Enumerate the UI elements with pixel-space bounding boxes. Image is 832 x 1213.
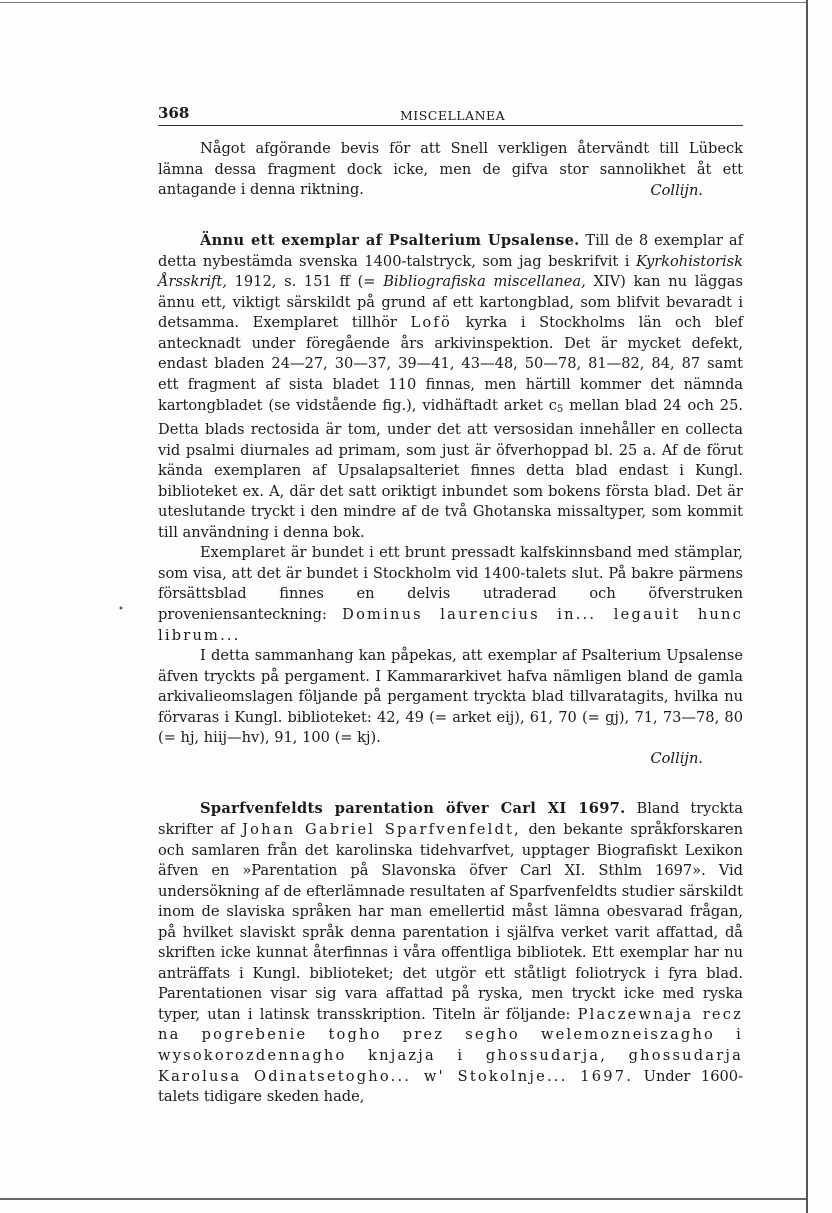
margin-mark: • <box>118 604 124 615</box>
paragraph-sparfvenfeldt: Sparfvenfeldts parentation öfver Carl XI 1697. Bland tryckta skrifter af Johan Gabriel Sparfvenfeldt, den bekante språkforskaren och samlaren från det karolinska tidehvarfvet, upptager Biografiskt Lexikon äfven en »Parentation på Slavonska öfver Carl XI. Sthlm 1697». Vid undersökning af de efterlämnade resultaten af Sparfvenfeldts studier särskildt inom de slaviska språken har man emellertid måst lämna obesvarad frågan, på hvilket slaviskt språk denna parentation i själfva verket varit affattad, då skriften icke kunnat återfinnas i våra offentliga bibliotek. Ett exemplar har nu anträffats i Kungl. biblioteket; det utgör ett ståtligt foliotryck i fyra blad. Parentationen visar sig vara affattad på ryska, men tryckt icke med ryska typer, utan i latinsk transskription. Titeln är följande: Placzewnaja recz na pogrebenie togho prez segho welemozneiszagho i wysokorozdennagho knjazja i ghossudarja, ghossudarja Karolusa Odinatsetogho... w' Stokolnje... 1697. Under 1600-talets tidigare skeden hade, <box>158 800 744 1106</box>
page-body <box>158 103 743 1108</box>
paragraph-snell: Något afgörande bevis för att Snell verkligen återvändt till Lübeck lämna dessa fragment dock icke, men de gifva stor sannolikhet åt ett antagande i denna riktning. <box>158 140 743 199</box>
article-heading-psalterium: Ännu ett exemplar af Psalterium Upsalense. <box>200 232 580 250</box>
author-name: Johan Gabriel Sparfvenfeldt, <box>242 820 521 838</box>
page-number: 368 <box>158 104 190 122</box>
page-bottom-edge <box>0 1198 806 1200</box>
work-title: Placzewnaja recz na pogrebenie togho prez segho welemozneiszagho i wysokorozdennagho knjazja i ghossudarja, ghossudarja Karolusa Odinatsetogho... w' Stokolnje... 1697. <box>158 1005 744 1085</box>
article-heading-sparfvenfeldt: Sparfvenfeldts parentation öfver Carl XI 1697. <box>200 800 626 818</box>
paragraph-psalterium: Ännu ett exemplar af Psalterium Upsalense. Till de 8 exemplar af detta nybestämda svenska 1400-talstryck, som jag beskrifvit i Kyrkohistorisk Årsskrift, 1912, s. 151 ff (= Bibliografiska miscellanea, XIV) kan nu läggas ännu ett, viktigt särskildt på grund af ett kartongblad, som blifvit bevaradt i detsamma. Exemplaret tillhör Lofö kyrka i Stockholms län och blef antecknadt under föregående års arkivinspektion. Det är mycket defekt, endast bladen 24—27, 30—37, 39—41, 43—48, 50—78, 81—82, 84, 87 samt ett fragment af sista bladet 110 finnas, men härtill kommer det nämnda kartongbladet (se vidstående fig.), vidhäftadt arket $c_5$ mellan blad 24 och 25. Detta blads rectosida är tom, under det att versosidan innehåller en collecta vid psalmi diurnales ad primam, som just är öfverhoppad bl. 25 a. Af de förut kända exemplaren af Upsalapsalteriet finnes detta blad endast i Kungl. biblioteket ex. A, där det satt oriktigt inbundet som bokens första blad. Det är uteslutande tryckt i den mindre af de två Ghotanska missaltyper, som kommit till användning i denna bok. <box>158 232 744 541</box>
signature-collijn-2: Collijn. <box>650 749 703 767</box>
page-top-edge <box>0 2 806 3</box>
place-lofo: Lofö <box>410 314 452 332</box>
paragraph-pergament: I detta sammanhang kan påpekas, att exemplar af Psalterium Upsalense äfven tryckts på pergament. I Kammararkivet hafva nämligen bland de gamla arkivalieomslagen följande på pergament tryckta blad tillvaratagits, hvilka nu förvaras i Kungl. biblioteket: 42, 49 (= arket eij), 61, 70 (= gj), 71, 73—78, 80 (= hj, hiij—hv), 91, 100 (= kj). <box>158 647 743 747</box>
citation-kyrkohistorisk: Kyrkohistorisk Årsskrift, <box>158 252 743 291</box>
page-right-edge <box>806 0 808 1213</box>
citation-bibliografiska: Bibliografiska miscellanea, <box>383 273 586 291</box>
paragraph-binding: Exemplaret är bundet i ett brunt pressadt kalfskinnsband med stämplar, som visa, att det är bundet i Stockholm vid 1400-talets slut. På bakre pärmens försättsblad finnes en delvis utraderad och öfverstruken proveniensanteckning: Dominus laurencius in... legauit hunc librum... <box>158 544 743 644</box>
running-head <box>158 103 743 126</box>
signature-collijn-1: Collijn. <box>650 181 703 199</box>
running-title: MISCELLANEA <box>400 108 506 123</box>
provenance-inscription: Dominus laurencius in... legauit hunc librum... <box>158 606 743 644</box>
